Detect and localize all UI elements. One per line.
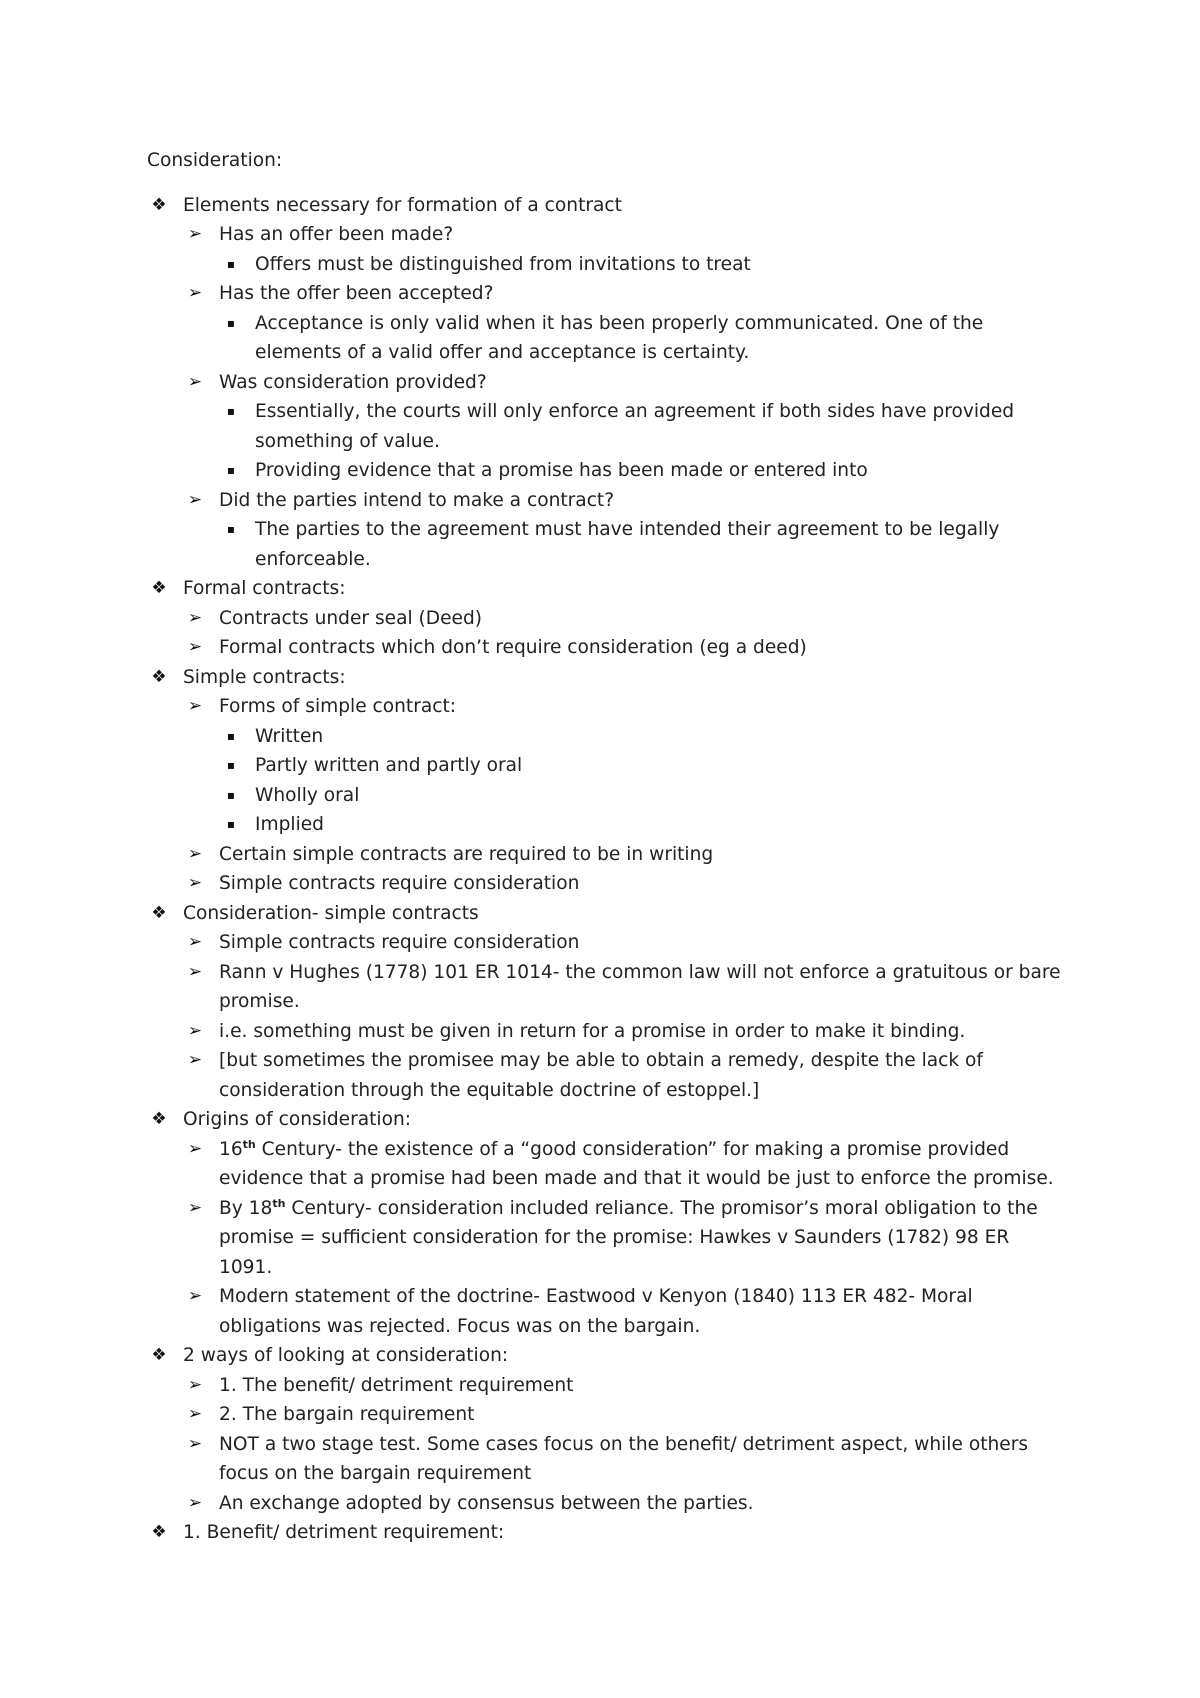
list-item-text: Has an offer been made? [219, 224, 454, 245]
list-item-text: Formal contracts: [183, 578, 346, 599]
square-bullet-icon: ▪ [226, 728, 236, 743]
list-item-level-2 [183, 1135, 1067, 1194]
list-item-level-1 [147, 191, 1067, 575]
square-bullet-icon: ▪ [226, 787, 236, 802]
list-item-level-2 [183, 633, 1067, 663]
list-item-level-2 [183, 1194, 1067, 1283]
list-item-text: NOT a two stage test. Some cases focus on the benefit/ detriment aspect, while others focus on the bargain requirement [219, 1433, 1029, 1484]
list-item-level-3 [219, 397, 1067, 456]
arrow-bullet-icon: ➢ [187, 371, 203, 392]
square-bullet-icon: ▪ [226, 758, 236, 772]
arrow-bullet-icon: ➢ [187, 1404, 203, 1424]
list-item-text: 1. Benefit/ detriment requirement: [183, 1522, 505, 1543]
outline-list [147, 191, 1067, 1548]
list-item-level-2 [183, 1489, 1067, 1519]
arrow-bullet-icon: ➢ [187, 489, 203, 510]
arrow-bullet-icon: ➢ [187, 843, 203, 864]
list-item-level-2 [183, 928, 1067, 958]
arrow-bullet-icon: ➢ [187, 696, 203, 716]
list-item-level-2 [183, 368, 1067, 486]
sub-list-level-2 [183, 220, 1067, 574]
list-item-text: 1. The benefit/ detriment requirement [219, 1374, 574, 1396]
list-item-text: 2 ways of looking at consideration: [183, 1345, 509, 1366]
square-bullet-icon: ▪ [226, 817, 236, 831]
list-item-text: Wholly oral [255, 784, 360, 806]
sub-list-level-2 [183, 604, 1067, 663]
diamond-bullet-icon: ❖ [151, 902, 167, 923]
list-item-text: Elements necessary for formation of a contract [183, 194, 622, 216]
sub-list-level-2 [183, 692, 1067, 899]
square-bullet-icon: ▪ [226, 463, 236, 477]
list-item-text: Has the offer been accepted? [219, 283, 494, 304]
ordinal-suffix: th [272, 1196, 286, 1210]
list-item-remainder: Century- the existence of a “good consideration” for making a promise provided evidence that a promise had been made and that it would be just to enforce the promise. [219, 1138, 1054, 1189]
list-item-level-3 [219, 456, 1067, 486]
list-item-text: Did the parties intend to make a contract? [219, 489, 615, 511]
list-item-text: Partly written and partly oral [255, 755, 523, 776]
list-item-text: Formal contracts which don’t require consideration (eg a deed) [219, 637, 807, 658]
square-bullet-icon: ▪ [226, 256, 236, 271]
list-item-prefix: 16 [219, 1138, 243, 1160]
list-item-text: Rann v Hughes (1778) 101 ER 1014- the common law will not enforce a gratuitous or bare promise. [219, 961, 1061, 1012]
list-item-level-3 [219, 250, 1067, 280]
diamond-bullet-icon: ❖ [151, 1109, 167, 1129]
list-item-level-3 [219, 781, 1067, 811]
list-item-level-1 [147, 1341, 1067, 1518]
list-item-level-3 [219, 515, 1067, 574]
list-item-text: Offers must be distinguished from invitations to treat [255, 253, 751, 275]
diamond-bullet-icon: ❖ [151, 194, 167, 215]
arrow-bullet-icon: ➢ [187, 961, 203, 982]
diamond-bullet-icon: ❖ [151, 578, 167, 598]
arrow-bullet-icon: ➢ [187, 1050, 203, 1070]
list-item-text: Contracts under seal (Deed) [219, 607, 483, 629]
arrow-bullet-icon: ➢ [187, 932, 203, 952]
list-item-text [219, 1139, 1054, 1190]
list-item-remainder: Century- consideration included reliance. The promisor’s moral obligation to the promise = sufficient consideration for the promise: Hawkes v Saunders (1782) 98 ER 1091. [219, 1197, 1038, 1278]
arrow-bullet-icon: ➢ [187, 607, 203, 628]
arrow-bullet-icon: ➢ [187, 1374, 203, 1395]
list-item-level-2 [183, 869, 1067, 899]
square-bullet-icon: ▪ [226, 315, 236, 330]
arrow-bullet-icon: ➢ [187, 1197, 203, 1218]
list-item-text: i.e. something must be given in return for a promise in order to make it binding. [219, 1020, 966, 1042]
square-bullet-icon: ▪ [226, 404, 236, 418]
list-item-text: Modern statement of the doctrine- Eastwood v Kenyon (1840) 113 ER 482- Moral obligations was rejected. Focus was on the bargain. [219, 1286, 973, 1337]
list-item-level-1 [147, 1518, 1067, 1548]
list-item-level-2 [183, 1046, 1067, 1105]
arrow-bullet-icon: ➢ [187, 1433, 203, 1454]
page-title: Consideration: [147, 150, 283, 171]
sub-list-level-3 [219, 722, 1067, 840]
list-item-text: [but sometimes the promisee may be able to obtain a remedy, despite the lack of consideration through the equitable doctrine of estoppel.] [219, 1050, 983, 1101]
list-item-level-2 [183, 1400, 1067, 1430]
diamond-bullet-icon: ❖ [151, 666, 167, 687]
list-item-text: Forms of simple contract: [219, 696, 457, 717]
ordinal-suffix: th [242, 1137, 256, 1151]
diamond-bullet-icon: ❖ [151, 1345, 167, 1365]
list-item-level-3 [219, 810, 1067, 840]
list-item-text: Consideration- simple contracts [183, 902, 479, 924]
sub-list-level-2 [183, 928, 1067, 1105]
list-item-text: Written [255, 725, 324, 747]
list-item-text [219, 1198, 1038, 1278]
arrow-bullet-icon: ➢ [187, 224, 203, 244]
list-item-level-2 [183, 1017, 1067, 1047]
arrow-bullet-icon: ➢ [187, 283, 203, 303]
sub-list-level-3 [219, 397, 1067, 486]
list-item-level-3 [219, 751, 1067, 781]
list-item-text: Simple contracts: [183, 666, 346, 688]
list-item-text: Implied [255, 814, 324, 835]
arrow-bullet-icon: ➢ [187, 1020, 203, 1041]
list-item-text: Essentially, the courts will only enforce an agreement if both sides have provided something of value. [255, 401, 1015, 452]
sub-list-level-3 [219, 250, 1067, 280]
list-item-level-3 [219, 722, 1067, 752]
sub-list-level-3 [219, 309, 1067, 368]
list-item-level-2 [183, 279, 1067, 368]
list-item-level-2 [183, 1371, 1067, 1401]
sub-list-level-3 [219, 515, 1067, 574]
list-item-level-2 [183, 840, 1067, 870]
list-item-text: Origins of consideration: [183, 1109, 412, 1130]
list-item-prefix: By 18 [219, 1197, 273, 1219]
arrow-bullet-icon: ➢ [187, 637, 203, 657]
arrow-bullet-icon: ➢ [187, 1138, 203, 1159]
list-item-text: Certain simple contracts are required to be in writing [219, 843, 714, 865]
arrow-bullet-icon: ➢ [187, 1492, 203, 1513]
arrow-bullet-icon: ➢ [187, 1286, 203, 1306]
list-item-level-2 [183, 958, 1067, 1017]
list-item-level-2 [183, 486, 1067, 575]
list-item-level-3 [219, 309, 1067, 368]
list-item-text: An exchange adopted by consensus between the parties. [219, 1492, 754, 1514]
square-bullet-icon: ▪ [226, 522, 236, 536]
list-item-level-2 [183, 220, 1067, 279]
list-item-level-2 [183, 604, 1067, 634]
list-item-level-1 [147, 899, 1067, 1106]
list-item-level-2 [183, 1430, 1067, 1489]
list-item-text: Simple contracts require consideration [219, 932, 580, 953]
diamond-bullet-icon: ❖ [151, 1522, 167, 1542]
list-item-text: Simple contracts require consideration [219, 873, 580, 894]
list-item-text: Acceptance is only valid when it has been properly communicated. One of the elements of a valid offer and acceptance is certainty. [255, 312, 984, 363]
list-item-level-1 [147, 663, 1067, 899]
list-item-level-1 [147, 1105, 1067, 1341]
list-item-text: The parties to the agreement must have intended their agreement to be legally enforceable. [255, 519, 1000, 570]
sub-list-level-2 [183, 1135, 1067, 1342]
sub-list-level-2 [183, 1371, 1067, 1519]
arrow-bullet-icon: ➢ [187, 873, 203, 893]
list-item-level-1 [147, 574, 1067, 663]
list-item-text: Was consideration provided? [219, 371, 487, 393]
list-item-text: Providing evidence that a promise has been made or entered into [255, 460, 868, 481]
list-item-level-2 [183, 1282, 1067, 1341]
list-item-level-2 [183, 692, 1067, 840]
document-body [147, 146, 1067, 1548]
list-item-text: 2. The bargain requirement [219, 1404, 475, 1425]
